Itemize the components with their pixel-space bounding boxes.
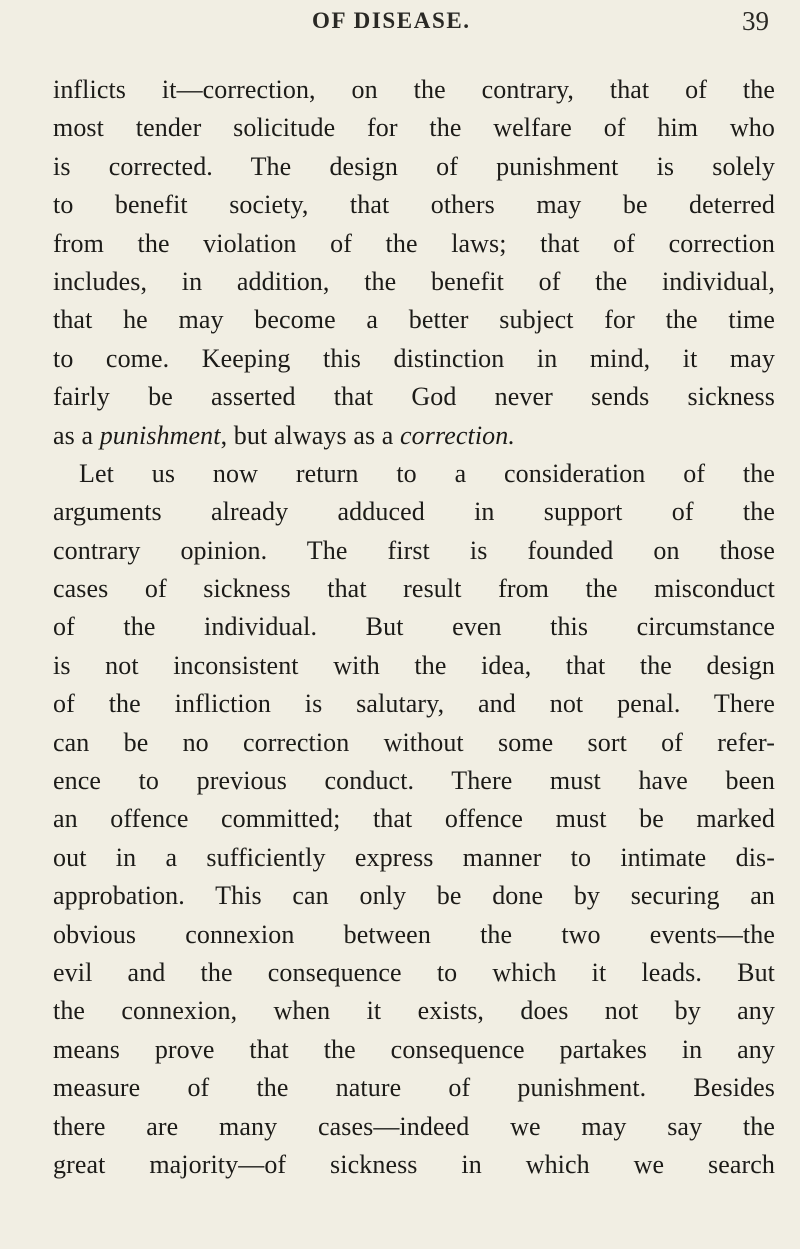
text-line: out in a sufficiently express manner to intimate dis- <box>53 842 775 872</box>
body-text <box>53 71 775 1184</box>
text-line: the connexion, when it exists, does not by any <box>53 996 775 1026</box>
italic-punishment: punishment <box>99 420 221 450</box>
text-line: that he may become a better subject for the time <box>53 305 775 335</box>
text-line-paragraph-start: Let us now return to a consideration of the <box>79 458 775 488</box>
text-line: from the violation of the laws; that of correction <box>53 228 775 258</box>
text-line: arguments already adduced in support of the <box>53 497 775 527</box>
running-title: OF DISEASE. <box>312 8 471 33</box>
text-line: fairly be asserted that God never sends sickness <box>53 382 775 412</box>
text-line: an offence committed; that offence must be marked <box>53 804 775 834</box>
text-run: as a <box>53 420 100 450</box>
text-line: ence to previous conduct. There must have been <box>53 766 775 796</box>
text-line-paragraph-end <box>53 417 775 455</box>
text-line: can be no correction without some sort of refer- <box>53 727 775 757</box>
text-line: contrary opinion. The first is founded on those <box>53 535 775 565</box>
text-line: is corrected. The design of punishment is solely <box>53 151 775 181</box>
text-line: to benefit society, that others may be deterred <box>53 190 775 220</box>
running-head <box>0 6 800 46</box>
text-line: to come. Keeping this distinction in mind, it may <box>53 343 775 373</box>
page-number: 39 <box>742 6 769 36</box>
italic-correction: correction. <box>400 420 515 450</box>
text-run: , but always as a <box>220 420 401 450</box>
text-line: includes, in addition, the benefit of the individual, <box>53 266 775 296</box>
text-line: measure of the nature of punishment. Besides <box>53 1073 775 1103</box>
text-line: most tender solicitude for the welfare of him who <box>53 113 775 143</box>
text-line: inflicts it—correction, on the contrary, that of the <box>53 75 775 104</box>
text-line: of the infliction is salutary, and not penal. There <box>53 689 775 719</box>
text-line: is not inconsistent with the idea, that the design <box>53 650 775 680</box>
text-line: obvious connexion between the two events—the <box>53 919 775 949</box>
text-line: approbation. This can only be done by securing an <box>53 881 775 911</box>
text-line: of the individual. But even this circumstance <box>53 612 775 642</box>
text-line: there are many cases—indeed we may say the <box>53 1111 775 1141</box>
text-line: great majority—of sickness in which we search <box>53 1149 775 1179</box>
text-line: cases of sickness that result from the misconduct <box>53 574 775 604</box>
text-line: evil and the consequence to which it leads. But <box>53 957 775 987</box>
text-line: means prove that the consequence partakes in any <box>53 1034 775 1064</box>
